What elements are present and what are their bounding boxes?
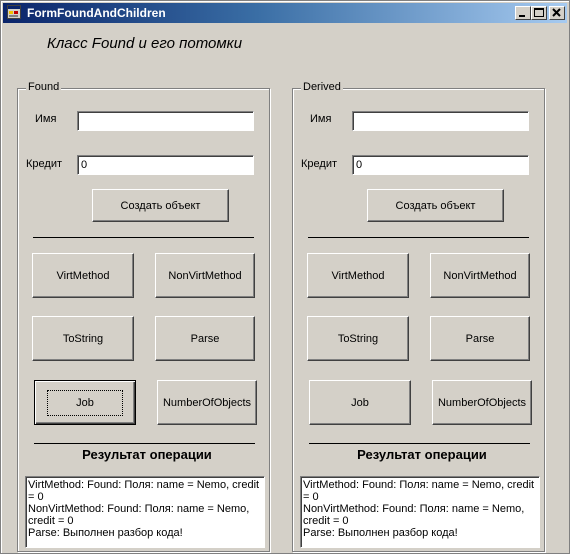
- found-separator-top: [33, 237, 254, 238]
- minimize-icon: [516, 7, 530, 19]
- found-separator-bottom: [34, 443, 255, 444]
- derived-parse-button[interactable]: Parse: [430, 316, 530, 361]
- derived-tostring-button[interactable]: ToString: [307, 316, 409, 361]
- found-output-line: Parse: Выполнен разбор кода!: [28, 527, 183, 539]
- found-virtmethod-button[interactable]: VirtMethod: [32, 253, 134, 298]
- derived-output-box[interactable]: [300, 476, 540, 548]
- derived-output-line: VirtMethod: Found: Поля: name = Nemo, credit = 0: [303, 479, 535, 503]
- found-create-object-button[interactable]: Создать объект: [92, 189, 229, 222]
- derived-job-button[interactable]: Job: [309, 380, 411, 425]
- derived-nonvirtmethod-button[interactable]: NonVirtMethod: [430, 253, 530, 298]
- derived-numberofobjects-button[interactable]: NumberOfObjects: [432, 380, 532, 425]
- derived-credit-label: Кредит: [301, 158, 338, 170]
- close-icon: [550, 7, 564, 19]
- derived-create-object-button[interactable]: Создать объект: [367, 189, 504, 222]
- derived-name-label: Имя: [310, 113, 332, 125]
- form-heading: Класс Found и его потомки: [47, 35, 243, 52]
- found-name-label: Имя: [35, 113, 57, 125]
- found-parse-button[interactable]: Parse: [155, 316, 255, 361]
- found-output-box[interactable]: [25, 476, 265, 548]
- app-icon[interactable]: [7, 5, 21, 19]
- derived-output-line: Parse: Выполнен разбор кода!: [303, 527, 458, 539]
- group-derived-legend: Derived: [303, 81, 341, 93]
- group-found-legend: Found: [28, 81, 60, 93]
- derived-separator-top: [308, 237, 529, 238]
- found-job-label: Job: [47, 390, 123, 416]
- maximize-button[interactable]: [531, 6, 547, 20]
- found-job-button[interactable]: [34, 380, 136, 425]
- found-name-field[interactable]: [77, 111, 254, 131]
- found-output-line: NonVirtMethod: Found: Поля: name = Nemo, credit = 0: [28, 503, 250, 527]
- found-result-title: Результат операции: [82, 447, 212, 462]
- title-bar[interactable]: [3, 3, 567, 23]
- found-nonvirtmethod-button[interactable]: NonVirtMethod: [155, 253, 255, 298]
- minimize-button[interactable]: [515, 6, 531, 20]
- found-credit-label: Кредит: [26, 158, 63, 170]
- derived-separator-bottom: [309, 443, 530, 444]
- window-title: FormFoundAndChildren: [27, 6, 166, 20]
- close-button[interactable]: [549, 6, 565, 20]
- found-numberofobjects-button[interactable]: NumberOfObjects: [157, 380, 257, 425]
- found-tostring-button[interactable]: ToString: [32, 316, 134, 361]
- derived-result-title: Результат операции: [357, 447, 487, 462]
- found-output-line: VirtMethod: Found: Поля: name = Nemo, credit = 0: [28, 479, 260, 503]
- derived-virtmethod-button[interactable]: VirtMethod: [307, 253, 409, 298]
- derived-credit-field[interactable]: 0: [352, 155, 529, 175]
- found-credit-field[interactable]: 0: [77, 155, 254, 175]
- maximize-icon: [532, 7, 546, 19]
- derived-name-field[interactable]: [352, 111, 529, 131]
- derived-output-line: NonVirtMethod: Found: Поля: name = Nemo, credit = 0: [303, 503, 525, 527]
